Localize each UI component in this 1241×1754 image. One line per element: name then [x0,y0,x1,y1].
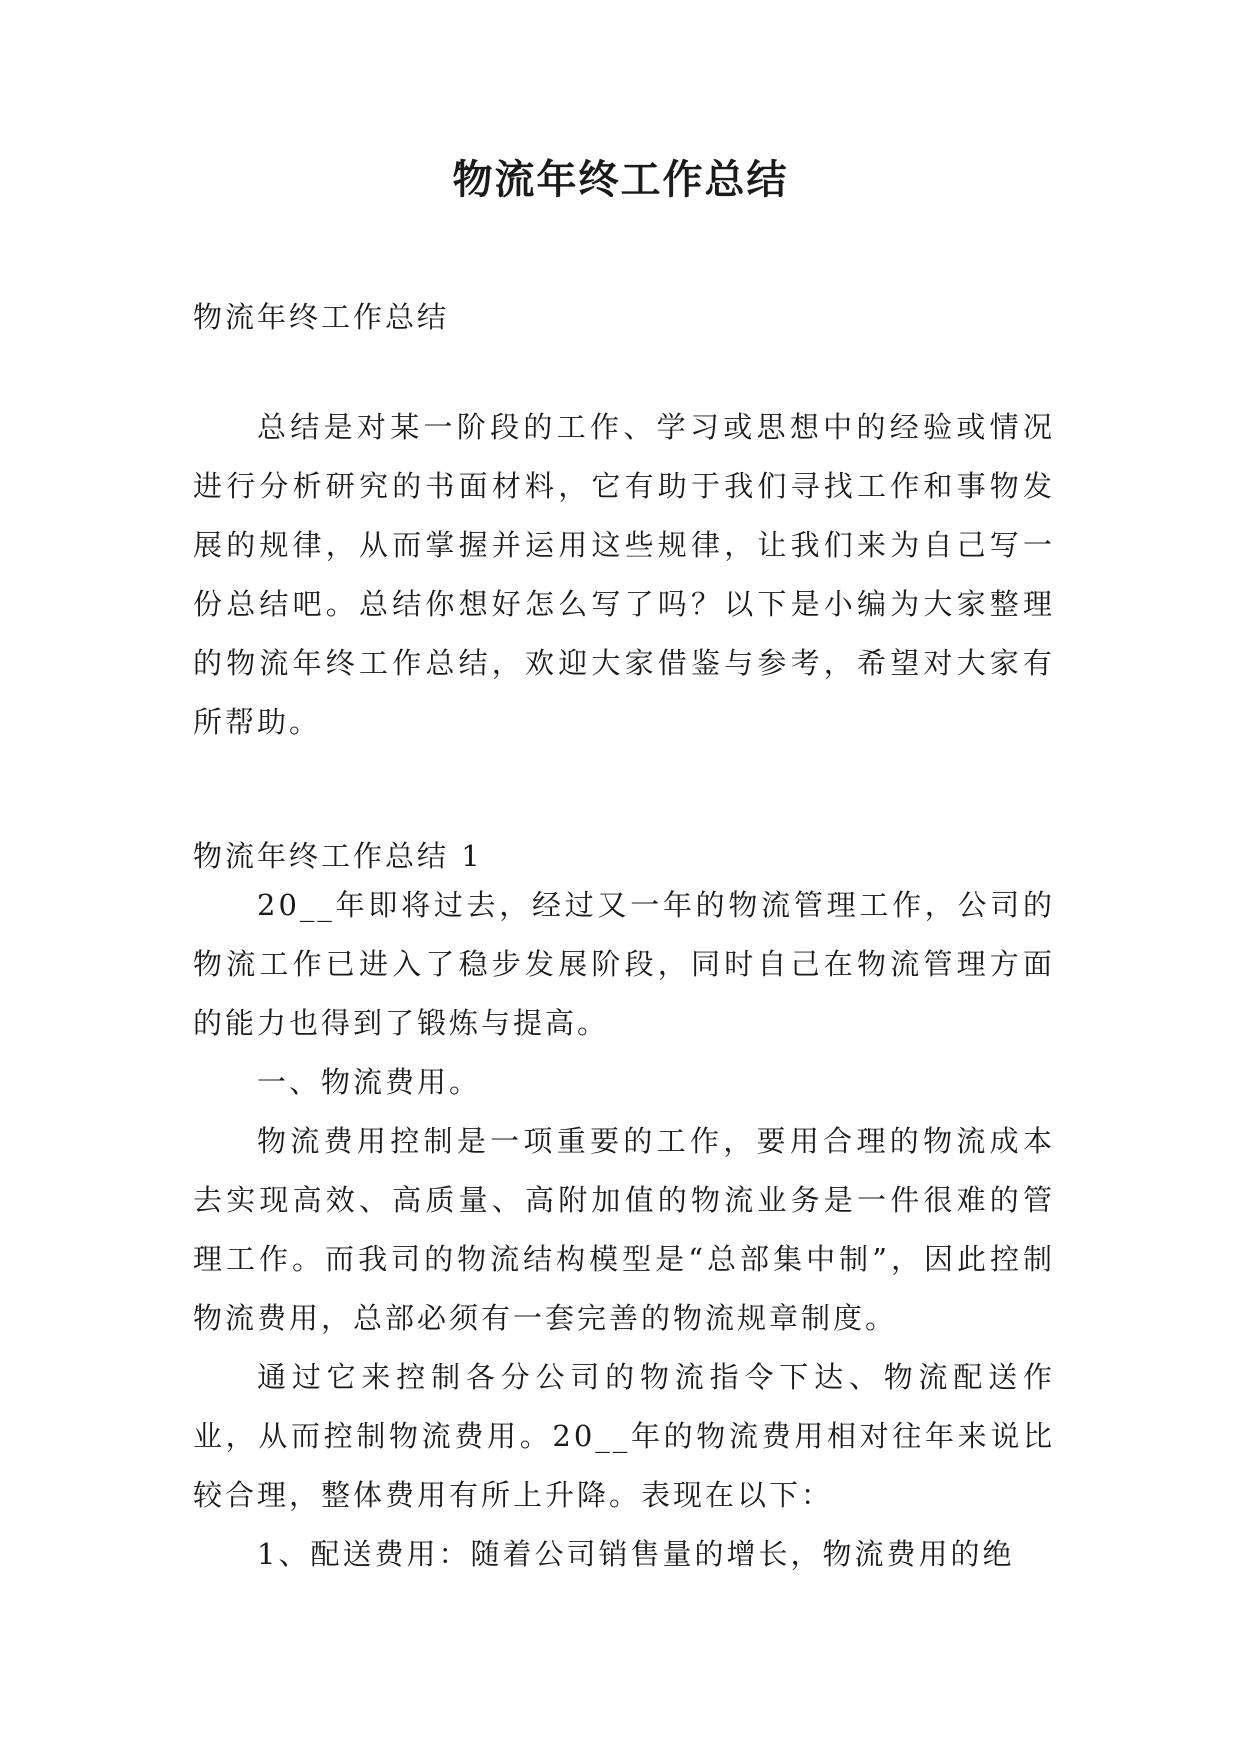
body-paragraph: 物流费用控制是一项重要的工作，要用合理的物流成本去实现高效、高质量、高附加值的物流业务是一件很难的管理工作。而我司的物流结构模型是“总部集中制”，因此控制物流费用，总部必须有一套完善的物流规章制度。 [193,1124,1055,1335]
list-heading-logistics-costs: 一、物流费用。 [257,1065,482,1099]
section-body [193,876,1055,1584]
section-heading: 物流年终工作总结 1 [193,839,483,873]
document-subtitle: 物流年终工作总结 [193,300,450,334]
body-paragraph: 通过它来控制各分公司的物流指令下达、物流配送作业，从而控制物流费用。20__年的物流费用相对往年来说比较合理，整体费用有所上升降。表现在以下： [193,1360,1055,1512]
body-paragraph: 20__年即将过去，经过又一年的物流管理工作，公司的物流工作已进入了稳步发展阶段，同时自己在物流管理方面的能力也得到了锻炼与提高。 [193,888,1055,1040]
document-title: 物流年终工作总结 [452,156,789,203]
body-paragraph: 1、配送费用：随着公司销售量的增长，物流费用的绝 [257,1537,1015,1571]
intro-paragraph: 总结是对某一阶段的工作、学习或思想中的经验或情况进行分析研究的书面材料，它有助于我们寻找工作和事物发展的规律，从而掌握并运用这些规律，让我们来为自己写一份总结吧。总结你想好怎么写了吗？以下是小编为大家整理的物流年终工作总结，欢迎大家借鉴与参考，希望对大家有所帮助。 [193,410,1055,739]
